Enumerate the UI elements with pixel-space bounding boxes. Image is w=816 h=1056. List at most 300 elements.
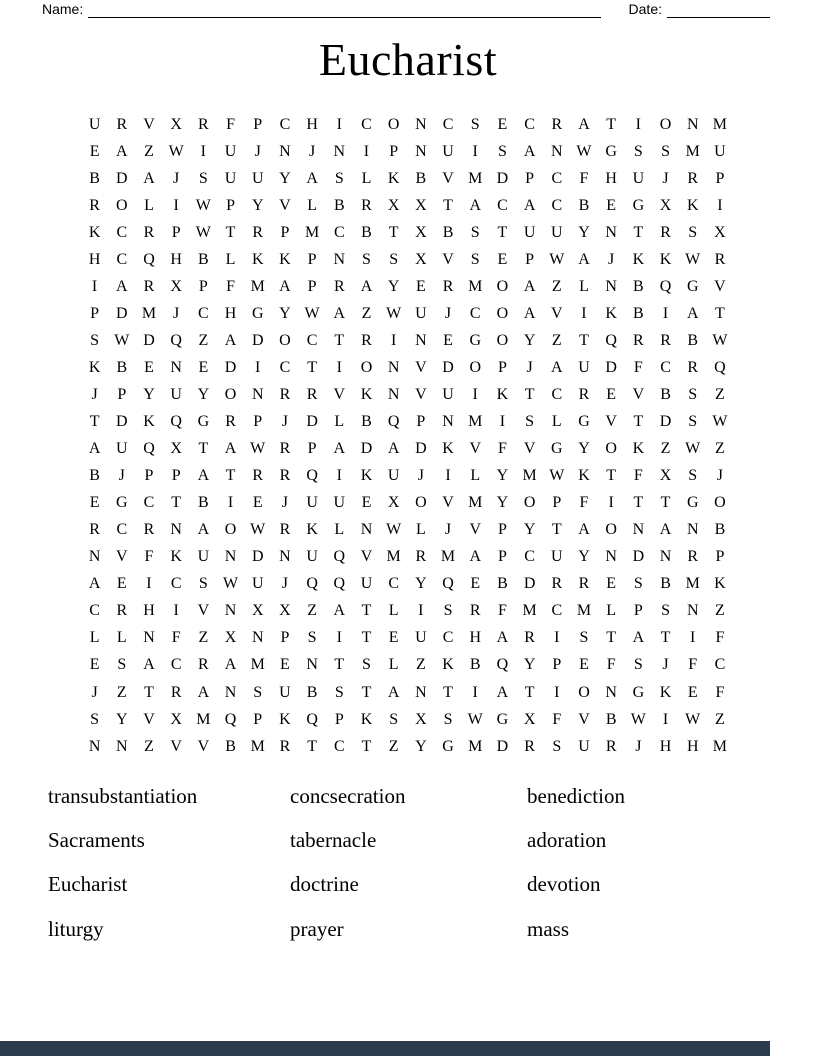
grid-letter-r1c1: U (88, 115, 101, 133)
word-list (48, 774, 625, 952)
grid-letter-r22c24: F (715, 683, 725, 701)
grid-letter-r1c6: F (226, 115, 235, 133)
grid-letter-r11c21: V (632, 385, 645, 403)
grid-letter-r9c6: A (224, 331, 237, 349)
grid-letter-r13c16: F (497, 440, 507, 458)
grid-letter-r22c20: N (605, 683, 617, 701)
grid-letter-r2c2: A (116, 142, 128, 160)
grid-letter-r16c24: B (714, 521, 726, 539)
grid-letter-r23c18: F (552, 710, 562, 728)
grid-letter-r22c8: U (279, 683, 291, 701)
grid-letter-r3c16: D (496, 169, 509, 187)
grid-letter-r9c19: T (579, 331, 589, 349)
grid-letter-r18c21: S (633, 575, 643, 593)
grid-letter-r2c16: S (497, 142, 507, 160)
grid-letter-r4c23: K (686, 196, 699, 214)
grid-letter-r21c20: F (606, 656, 616, 674)
grid-letter-r22c16: A (496, 683, 509, 701)
grid-letter-r15c21: T (633, 494, 644, 512)
grid-letter-r16c2: C (116, 521, 128, 539)
grid-letter-r15c17: O (523, 494, 536, 512)
grid-letter-r12c22: D (659, 413, 672, 431)
grid-letter-r16c15: V (469, 521, 481, 539)
grid-letter-r15c23: G (686, 494, 699, 512)
grid-letter-r8c24: T (715, 304, 725, 322)
grid-letter-r20c19: S (579, 629, 589, 647)
grid-letter-r14c18: W (549, 467, 565, 485)
grid-letter-r21c13: Z (415, 656, 426, 674)
grid-letter-r8c14: J (444, 304, 452, 322)
grid-letter-r1c2: R (116, 115, 128, 133)
grid-letter-r11c22: B (660, 385, 671, 403)
grid-letter-r10c9: T (307, 358, 317, 376)
grid-letter-r18c1: A (88, 575, 101, 593)
grid-letter-r22c17: T (524, 683, 535, 701)
grid-letter-r20c11: T (361, 629, 372, 647)
grid-letter-r11c12: N (387, 385, 400, 403)
grid-letter-r12c4: Q (170, 413, 182, 431)
grid-letter-r9c18: Z (551, 331, 562, 349)
grid-letter-r24c6: B (225, 737, 236, 755)
grid-letter-r3c22: J (662, 169, 669, 187)
grid-letter-r15c15: M (468, 494, 483, 512)
grid-letter-r15c11: E (361, 494, 372, 512)
grid-letter-r23c13: X (415, 710, 427, 728)
grid-letter-r21c11: S (362, 656, 371, 674)
grid-letter-r14c7: R (252, 467, 264, 485)
grid-letter-r15c3: C (143, 494, 155, 512)
grid-letter-r14c22: X (659, 467, 672, 485)
grid-letter-r8c1: P (90, 304, 100, 322)
grid-letter-r20c16: A (496, 629, 509, 647)
grid-letter-r15c24: O (714, 494, 726, 512)
grid-letter-r4c1: R (89, 196, 100, 214)
grid-letter-r2c10: N (333, 142, 346, 160)
grid-letter-r6c1: H (88, 250, 101, 268)
grid-letter-r23c3: V (143, 710, 155, 728)
grid-letter-r13c24: Z (715, 440, 725, 458)
grid-letter-r1c22: O (659, 115, 672, 133)
grid-letter-r8c4: J (173, 304, 180, 322)
grid-letter-r10c2: B (116, 358, 128, 376)
grid-letter-r9c5: Z (198, 331, 209, 349)
grid-letter-r13c6: A (224, 440, 237, 458)
grid-letter-r18c12: C (388, 575, 399, 593)
grid-letter-r18c3: I (146, 575, 152, 593)
grid-letter-r17c2: V (116, 548, 128, 566)
grid-letter-r13c2: U (116, 440, 128, 458)
grid-letter-r13c20: O (605, 440, 617, 458)
grid-letter-r21c6: A (224, 656, 237, 674)
grid-letter-r11c23: S (688, 385, 698, 403)
grid-letter-r1c18: R (551, 115, 563, 133)
grid-letter-r16c3: R (143, 521, 155, 539)
grid-letter-r1c20: T (606, 115, 617, 133)
grid-letter-r23c12: S (389, 710, 399, 728)
grid-letter-r6c24: R (714, 250, 726, 268)
grid-letter-r14c23: S (688, 467, 698, 485)
grid-letter-r14c5: A (197, 467, 210, 485)
grid-letter-r18c7: U (251, 575, 264, 593)
grid-letter-r21c5: R (198, 656, 209, 674)
grid-letter-r23c9: Q (306, 710, 318, 728)
grid-letter-r6c16: E (497, 250, 508, 268)
grid-letter-r11c10: V (333, 385, 346, 403)
grid-letter-r22c9: B (306, 683, 318, 701)
grid-letter-r14c4: P (171, 467, 181, 485)
grid-letter-r12c8: J (281, 413, 289, 431)
grid-letter-r2c9: J (308, 142, 316, 160)
grid-letter-r23c11: K (360, 710, 373, 728)
grid-letter-r16c17: Y (523, 521, 536, 539)
grid-letter-r20c10: I (336, 629, 342, 647)
grid-letter-r16c10: L (334, 521, 345, 539)
grid-letter-r24c8: R (279, 737, 291, 755)
grid-letter-r11c7: N (251, 385, 264, 403)
grid-letter-r1c7: P (253, 115, 263, 133)
grid-letter-r6c20: J (608, 250, 615, 268)
grid-letter-r15c5: B (198, 494, 209, 512)
grid-letter-r14c20: T (606, 467, 617, 485)
grid-letter-r7c8: A (279, 277, 291, 295)
grid-letter-r1c24: M (712, 115, 728, 133)
grid-letter-r5c7: R (252, 223, 264, 241)
grid-letter-r5c5: W (195, 223, 211, 241)
word-list-item: transubstantiation (48, 783, 198, 808)
grid-letter-r13c9: P (307, 440, 317, 458)
grid-letter-r2c8: N (279, 142, 291, 160)
grid-letter-r19c3: H (143, 602, 155, 620)
grid-letter-r6c5: B (198, 250, 209, 268)
grid-letter-r6c21: K (632, 250, 645, 268)
grid-letter-r21c3: A (143, 656, 155, 674)
grid-letter-r21c22: J (662, 656, 669, 674)
grid-letter-r2c22: S (661, 142, 670, 160)
grid-letter-r5c2: C (116, 223, 128, 241)
grid-letter-r2c5: I (200, 142, 206, 160)
grid-letter-r9c14: E (443, 331, 453, 349)
grid-letter-r22c5: A (197, 683, 210, 701)
grid-letter-r17c3: F (144, 548, 154, 566)
name-label: Name: (42, 1, 84, 17)
grid-letter-r21c14: K (442, 656, 454, 674)
grid-letter-r11c20: E (606, 385, 617, 403)
grid-letter-r9c8: O (279, 331, 291, 349)
grid-letter-r20c12: E (388, 629, 399, 647)
grid-letter-r12c19: G (578, 413, 590, 431)
bottom-bar (0, 1041, 770, 1056)
grid-letter-r2c12: P (389, 142, 399, 160)
grid-letter-r8c8: Y (279, 304, 291, 322)
grid-letter-r23c20: B (605, 710, 617, 728)
grid-letter-r17c19: Y (578, 548, 590, 566)
grid-letter-r16c20: O (605, 521, 617, 539)
grid-letter-r24c11: T (361, 737, 372, 755)
grid-letter-r22c19: O (578, 683, 590, 701)
word-list-item: liturgy (48, 916, 104, 941)
grid-letter-r3c21: U (632, 169, 645, 187)
grid-letter-r3c5: S (198, 169, 208, 187)
grid-letter-r18c22: B (660, 575, 671, 593)
grid-letter-r9c13: N (415, 331, 427, 349)
grid-letter-r4c2: O (116, 196, 128, 214)
grid-letter-r20c22: T (660, 629, 671, 647)
grid-letter-r1c11: C (361, 115, 372, 133)
grid-letter-r9c21: R (633, 331, 644, 349)
grid-letter-r17c17: C (524, 548, 535, 566)
grid-letter-r3c1: B (89, 169, 100, 187)
grid-letter-r9c20: Q (605, 331, 617, 349)
grid-letter-r15c4: T (171, 494, 182, 512)
grid-letter-r21c18: P (552, 656, 562, 674)
word-list-item: mass (527, 916, 569, 941)
grid-letter-r18c9: Q (306, 575, 318, 593)
grid-letter-r11c24: Z (715, 385, 725, 403)
grid-letter-r10c22: C (660, 358, 671, 376)
grid-letter-r7c10: R (333, 277, 345, 295)
grid-letter-r24c9: T (307, 737, 317, 755)
grid-letter-r12c15: M (468, 413, 483, 431)
grid-letter-r4c4: I (173, 196, 179, 214)
grid-letter-r12c18: L (551, 413, 562, 431)
grid-letter-r12c3: K (143, 413, 155, 431)
grid-letter-r23c14: S (443, 710, 453, 728)
grid-letter-r16c12: W (386, 521, 402, 539)
grid-letter-r15c19: F (579, 494, 589, 512)
word-list-item: tabernacle (290, 828, 377, 853)
grid-letter-r22c23: E (687, 683, 698, 701)
grid-letter-r12c16: I (499, 413, 506, 431)
grid-letter-r4c8: V (279, 196, 291, 214)
grid-letter-r8c10: A (333, 304, 346, 322)
grid-letter-r20c15: H (469, 629, 481, 647)
grid-letter-r7c20: N (605, 277, 617, 295)
grid-letter-r18c15: E (470, 575, 481, 593)
grid-letter-r1c16: E (497, 115, 508, 133)
grid-letter-r11c1: J (91, 385, 98, 403)
grid-letter-r9c24: W (712, 331, 728, 349)
grid-letter-r15c20: I (608, 494, 614, 512)
grid-letter-r15c10: U (333, 494, 346, 512)
grid-letter-r3c2: D (116, 169, 128, 187)
grid-letter-r14c6: T (225, 467, 236, 485)
grid-letter-r2c24: U (714, 142, 726, 160)
grid-letter-r9c17: Y (523, 331, 536, 349)
grid-letter-r3c8: Y (279, 169, 291, 187)
grid-letter-r19c18: C (551, 602, 563, 620)
grid-letter-r2c1: E (89, 142, 100, 160)
grid-letter-r24c21: J (635, 737, 642, 755)
grid-letter-r8c21: B (633, 304, 644, 322)
grid-letter-r12c13: P (416, 413, 426, 431)
grid-letter-r17c21: D (632, 548, 645, 566)
word-list-item: doctrine (290, 872, 359, 897)
grid-letter-r7c17: A (523, 277, 536, 295)
grid-letter-r8c2: D (116, 304, 128, 322)
grid-letter-r19c6: N (224, 602, 237, 620)
grid-letter-r2c19: W (576, 142, 592, 160)
grid-letter-r24c7: M (250, 737, 265, 755)
grid-letter-r23c19: V (578, 710, 590, 728)
grid-letter-r14c21: F (633, 467, 643, 485)
grid-letter-r21c17: Y (523, 656, 536, 674)
grid-letter-r2c18: N (551, 142, 563, 160)
grid-letter-r15c12: X (387, 494, 400, 512)
grid-letter-r12c10: L (334, 413, 345, 431)
grid-letter-r5c6: T (225, 223, 236, 241)
grid-letter-r21c2: S (117, 656, 127, 674)
grid-letter-r11c9: R (306, 385, 318, 403)
grid-letter-r17c13: R (415, 548, 427, 566)
grid-letter-r24c3: Z (144, 737, 154, 755)
grid-letter-r22c22: K (659, 683, 672, 701)
grid-letter-r16c21: N (632, 521, 645, 539)
grid-letter-r9c22: R (660, 331, 671, 349)
grid-letter-r4c15: A (469, 196, 481, 214)
grid-letter-r24c18: S (552, 737, 562, 755)
grid-letter-r24c15: M (468, 737, 483, 755)
grid-letter-r23c21: W (630, 710, 646, 728)
grid-letter-r3c6: U (224, 169, 237, 187)
grid-letter-r19c10: A (333, 602, 346, 620)
grid-letter-r5c10: C (333, 223, 345, 241)
grid-letter-r10c18: A (551, 358, 563, 376)
grid-letter-r6c13: X (415, 250, 427, 268)
grid-letter-r23c16: G (496, 710, 509, 728)
grid-letter-r6c11: S (362, 250, 371, 268)
grid-letter-r16c6: O (224, 521, 237, 539)
grid-letter-r15c14: V (442, 494, 454, 512)
grid-letter-r3c15: M (468, 169, 483, 187)
grid-letter-r13c13: D (415, 440, 427, 458)
grid-letter-r12c24: W (712, 413, 728, 431)
name-blank-line (88, 3, 600, 18)
grid-letter-r6c12: S (389, 250, 399, 268)
grid-letter-r3c24: P (715, 169, 725, 187)
grid-letter-r22c1: J (91, 683, 98, 701)
grid-letter-r8c5: C (198, 304, 209, 322)
grid-letter-r16c16: P (497, 521, 507, 539)
grid-letter-r1c19: A (578, 115, 590, 133)
grid-letter-r21c16: Q (496, 656, 509, 674)
grid-letter-r1c15: S (470, 115, 480, 133)
grid-letter-r7c16: O (496, 277, 509, 295)
date-label: Date: (628, 1, 662, 17)
grid-letter-r5c14: B (442, 223, 454, 241)
grid-letter-r5c4: P (171, 223, 181, 241)
grid-letter-r4c3: L (144, 196, 154, 214)
grid-letter-r12c6: R (225, 413, 236, 431)
grid-letter-r2c23: M (685, 142, 700, 160)
grid-letter-r23c4: X (170, 710, 182, 728)
grid-letter-r8c15: C (469, 304, 481, 322)
grid-letter-r9c7: D (251, 331, 264, 349)
grid-letter-r13c3: Q (143, 440, 155, 458)
grid-letter-r5c19: Y (578, 223, 590, 241)
grid-letter-r23c1: S (90, 710, 100, 728)
grid-letter-r14c14: I (445, 467, 451, 485)
grid-letter-r14c17: M (522, 467, 537, 485)
grid-letter-r21c12: L (388, 656, 399, 674)
grid-letter-r19c4: I (173, 602, 179, 620)
grid-letter-r13c7: W (250, 440, 266, 458)
grid-letter-r13c11: D (360, 440, 373, 458)
grid-letter-r4c14: T (443, 196, 453, 214)
grid-letter-r5c15: S (470, 223, 480, 241)
grid-letter-r19c5: V (197, 602, 210, 620)
grid-letter-r10c8: C (279, 358, 291, 376)
date-blank-line (667, 3, 770, 18)
grid-letter-r5c11: B (361, 223, 372, 241)
grid-letter-r15c6: I (227, 494, 234, 512)
grid-letter-r1c4: X (170, 115, 182, 133)
grid-letter-r16c23: N (686, 521, 699, 539)
grid-letter-r20c7: N (251, 629, 264, 647)
grid-letter-r21c15: B (469, 656, 481, 674)
grid-letter-r23c22: I (662, 710, 669, 728)
grid-letter-r22c6: N (224, 683, 237, 701)
grid-letter-r2c11: I (363, 142, 370, 160)
grid-letter-r19c19: M (576, 602, 592, 620)
grid-letter-r8c7: G (251, 304, 264, 322)
grid-letter-r10c7: I (255, 358, 261, 376)
grid-letter-r20c6: X (224, 629, 237, 647)
grid-letter-r17c10: Q (333, 548, 346, 566)
grid-letter-r20c4: F (171, 629, 181, 647)
grid-letter-r15c22: T (660, 494, 671, 512)
grid-letter-r20c5: Z (198, 629, 209, 647)
grid-letter-r23c6: Q (224, 710, 237, 728)
grid-letter-r17c1: N (88, 548, 101, 566)
grid-letter-r8c22: I (662, 304, 669, 322)
grid-letter-r23c5: M (196, 710, 211, 728)
grid-letter-r5c16: T (497, 223, 508, 241)
grid-letter-r15c7: E (252, 494, 263, 512)
grid-letter-r4c22: X (659, 196, 672, 214)
grid-letter-r3c11: L (361, 169, 372, 187)
grid-letter-r7c21: B (633, 277, 644, 295)
grid-letter-r16c8: R (279, 521, 291, 539)
grid-letter-r13c10: A (333, 440, 346, 458)
grid-letter-r1c3: V (143, 115, 155, 133)
grid-letter-r19c8: X (279, 602, 291, 620)
grid-letter-r11c4: U (170, 385, 182, 403)
grid-letter-r23c17: X (523, 710, 536, 728)
grid-letter-r6c8: K (279, 250, 291, 268)
grid-letter-r11c2: P (117, 385, 127, 403)
grid-letter-r3c17: P (525, 169, 535, 187)
grid-letter-r8c16: O (496, 304, 509, 322)
grid-letter-r17c12: M (386, 548, 401, 566)
grid-letter-r8c6: H (224, 304, 237, 322)
grid-letter-r16c4: N (170, 521, 182, 539)
grid-letter-r14c16: Y (496, 467, 509, 485)
grid-letter-r18c20: E (606, 575, 617, 593)
grid-letter-r4c21: G (632, 196, 645, 214)
word-list-item: Sacraments (48, 828, 145, 853)
grid-letter-r17c7: D (251, 548, 264, 566)
grid-letter-r14c2: J (118, 467, 125, 485)
grid-letter-r7c14: R (442, 277, 454, 295)
grid-letter-r6c4: H (170, 250, 182, 268)
grid-letter-r13c15: V (469, 440, 481, 458)
grid-letter-r23c15: W (467, 710, 483, 728)
grid-letter-r4c16: C (497, 196, 508, 214)
grid-letter-r17c8: N (279, 548, 291, 566)
grid-letter-r18c17: D (523, 575, 536, 593)
word-list-item: benediction (527, 783, 625, 808)
grid-letter-r5c12: T (388, 223, 399, 241)
